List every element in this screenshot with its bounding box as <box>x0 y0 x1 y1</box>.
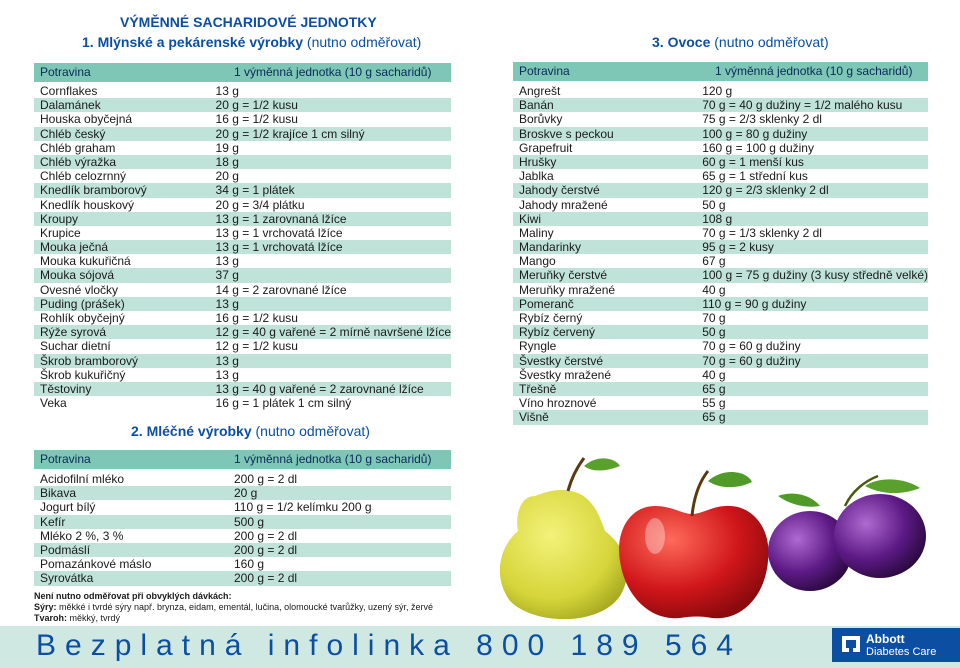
section1-head: 1. Mlýnské a pekárenské výrobky <box>82 34 304 50</box>
table-row <box>34 368 451 382</box>
logo-line2: Diabetes Care <box>866 646 937 658</box>
portion-cell: 108 g <box>696 212 928 226</box>
table-row <box>34 127 451 141</box>
food-name-cell: Jogurt bílý <box>40 500 96 515</box>
apple-shape <box>619 506 768 618</box>
table3-body <box>513 84 928 425</box>
table-row <box>34 325 451 339</box>
portion-cell: 20 g = 1/2 krajíce 1 cm silný <box>210 127 451 141</box>
table-row <box>34 543 451 557</box>
section3-head: 3. Ovoce <box>652 34 711 50</box>
table-row <box>34 240 451 254</box>
table-row <box>34 500 451 514</box>
footer-note-1-text: Není nutno odměřovat při obvyklých dávkách: <box>34 591 232 601</box>
portion-cell: 20 g <box>228 486 451 500</box>
table-row <box>34 529 451 543</box>
table2-header <box>34 450 451 469</box>
section3-title <box>652 34 829 50</box>
table-row <box>34 268 451 282</box>
food-name-cell: Dalamánek <box>34 98 210 112</box>
portion-cell: 110 g = 90 g dužiny <box>696 297 928 311</box>
table-row <box>34 339 451 353</box>
abbott-logo <box>832 628 960 662</box>
portion-cell: 200 g = 2 dl <box>234 528 298 543</box>
food-name-cell: Banán <box>513 98 696 112</box>
food-name-cell: Chléb celozrnný <box>40 169 127 184</box>
portion-cell: 65 g <box>696 410 928 424</box>
food-name-cell: Višně <box>513 410 696 424</box>
table-row <box>513 212 928 226</box>
portion-cell: 65 g = 1 střední kus <box>702 169 808 184</box>
portion-cell: 75 g = 2/3 sklenky 2 dl <box>702 112 822 127</box>
table-row <box>513 283 928 297</box>
table-row <box>34 311 451 325</box>
food-name-cell: Víno hroznové <box>519 396 597 411</box>
food-name-cell: Jahody čerstvé <box>513 183 696 197</box>
portion-cell: 120 g = 2/3 sklenky 2 dl <box>696 183 928 197</box>
food-name-cell: Mouka kukuřičná <box>40 254 131 269</box>
food-name-cell: Mouka sójová <box>34 268 210 282</box>
food-name-cell: Škrob bramborový <box>34 354 210 368</box>
footer-tvaroh-text: měkký, tvrdý <box>67 613 121 623</box>
table-row <box>513 112 928 126</box>
table-row <box>513 410 928 424</box>
portion-cell: 100 g = 75 g dužiny (3 kusy středně velké) <box>696 268 928 282</box>
section1-note: (nutno odměřovat) <box>303 34 422 50</box>
portion-cell: 500 g <box>228 515 451 529</box>
footer-note-3 <box>34 613 120 624</box>
table-row <box>513 240 928 254</box>
portion-cell: 13 g = 40 g vařené = 2 zarovnané lžíce <box>210 382 451 396</box>
table-row <box>513 183 928 197</box>
table-row <box>513 254 928 268</box>
table-row <box>34 183 451 197</box>
food-name-cell: Rybíz černý <box>519 311 583 325</box>
table-row <box>513 368 928 382</box>
portion-cell: 200 g = 2 dl <box>234 472 298 486</box>
food-name-cell: Meruňky čerstvé <box>513 268 696 282</box>
food-name-cell: Meruňky mražené <box>519 282 616 297</box>
section1-title <box>82 34 421 50</box>
section2-note: (nutno odměřovat) <box>251 423 370 439</box>
table-row <box>513 325 928 339</box>
table1-col1: Potravina <box>40 65 91 79</box>
portion-cell: 200 g = 2 dl <box>228 543 451 557</box>
portion-cell: 13 g = 1 vrchovatá lžíce <box>215 225 343 240</box>
food-name-cell: Mouka ječná <box>34 240 210 254</box>
food-name-cell: Hrušky <box>513 155 696 169</box>
portion-cell: 13 g = 1 zarovnaná lžíce <box>210 212 451 226</box>
portion-cell: 100 g = 80 g dužiny <box>696 127 928 141</box>
food-name-cell: Ryngle <box>519 339 557 354</box>
portion-cell: 16 g = 1/2 kusu <box>215 311 298 325</box>
portion-cell: 20 g = 3/4 plátku <box>215 197 305 212</box>
food-name-cell: Chléb výražka <box>34 155 210 169</box>
portion-cell: 160 g <box>234 557 265 572</box>
table1-col2: 1 výměnná jednotka (10 g sacharidů) <box>234 65 432 79</box>
footer-note-2 <box>34 602 433 613</box>
food-name-cell: Švestky čerstvé <box>513 354 696 368</box>
food-name-cell: Cornflakes <box>40 84 98 98</box>
food-name-cell: Jablka <box>519 169 554 184</box>
footer-cheese-text: měkké i tvrdé sýry např. brynza, eidam, ementál, lučina, olomoucké tvarůžky, uzený sýr, žervé <box>56 602 433 612</box>
table-row <box>34 283 451 297</box>
portion-cell: 70 g = 1/3 sklenky 2 dl <box>702 225 822 240</box>
table-row <box>34 212 451 226</box>
portion-cell: 70 g = 60 g dužiny <box>702 339 801 354</box>
portion-cell: 55 g <box>702 396 726 411</box>
table2-col2: 1 výměnná jednotka (10 g sacharidů) <box>234 452 432 466</box>
portion-cell: 40 g <box>702 367 726 382</box>
portion-cell: 13 g <box>215 367 239 382</box>
table-row <box>513 339 928 353</box>
food-name-cell: Mango <box>519 254 556 269</box>
food-name-cell: Knedlík houskový <box>40 197 135 212</box>
food-name-cell: Suchar dietní <box>40 339 111 354</box>
portion-cell: 50 g <box>702 197 726 212</box>
footer-tvaroh-label: Tvaroh: <box>34 613 68 623</box>
food-name-cell: Chléb český <box>34 127 210 141</box>
portion-cell: 70 g = 40 g dužiny = 1/2 malého kusu <box>696 98 928 112</box>
portion-cell: 12 g = 40 g vařené = 2 mírně navršené lžíce <box>210 325 451 339</box>
table1-header <box>34 63 451 82</box>
table-row <box>513 169 928 183</box>
table-row <box>34 141 451 155</box>
table-row <box>34 169 451 183</box>
table-row <box>34 515 451 529</box>
table-row <box>513 198 928 212</box>
table2-col1: Potravina <box>40 452 91 466</box>
table-row <box>513 382 928 396</box>
food-name-cell: Puding (prášek) <box>34 297 210 311</box>
table-row <box>34 226 451 240</box>
table-row <box>34 354 451 368</box>
footer-note-1 <box>34 591 232 602</box>
portion-cell: 70 g = 60 g dužiny <box>696 354 928 368</box>
portion-cell: 40 g <box>702 282 726 297</box>
food-name-cell: Veka <box>40 396 67 411</box>
portion-cell: 14 g = 2 zarovnané lžíce <box>215 282 347 297</box>
food-name-cell: Rohlík obyčejný <box>40 311 125 325</box>
table-row <box>513 98 928 112</box>
food-name-cell: Ovesné vločky <box>40 282 119 297</box>
food-name-cell: Acidofilní mléko <box>40 472 125 486</box>
footer-cheese-label: Sýry: <box>34 602 57 612</box>
portion-cell: 19 g <box>215 140 239 155</box>
table3-col2: 1 výměnná jednotka (10 g sacharidů) <box>715 64 913 78</box>
portion-cell: 37 g <box>210 268 451 282</box>
food-name-cell: Pomeranč <box>513 297 696 311</box>
table-row <box>34 198 451 212</box>
table-row <box>513 268 928 282</box>
table-row <box>34 472 451 486</box>
table-row <box>513 354 928 368</box>
table3-col1: Potravina <box>519 64 570 78</box>
food-name-cell: Broskve s peckou <box>513 127 696 141</box>
food-name-cell: Podmáslí <box>34 543 228 557</box>
portion-cell: 95 g = 2 kusy <box>696 240 928 254</box>
table2-body <box>34 472 451 586</box>
portion-cell: 67 g <box>702 254 726 269</box>
portion-cell: 13 g = 1 vrchovatá lžíce <box>210 240 451 254</box>
portion-cell: 60 g = 1 menší kus <box>696 155 928 169</box>
table3-header <box>513 62 928 81</box>
table-row <box>34 84 451 98</box>
table-row <box>513 226 928 240</box>
table-row <box>513 297 928 311</box>
portion-cell: 34 g = 1 plátek <box>210 183 451 197</box>
food-name-cell: Pomazánkové máslo <box>40 557 152 572</box>
logo-line1: Abbott <box>866 632 905 646</box>
portion-cell: 16 g = 1 plátek 1 cm silný <box>215 396 352 411</box>
table-row <box>513 155 928 169</box>
food-name-cell: Škrob kukuřičný <box>40 367 126 382</box>
infoline-text: Bezplatná infolinka 800 189 564 <box>36 629 743 662</box>
table-row <box>34 486 451 500</box>
table-row <box>513 141 928 155</box>
portion-cell: 110 g = 1/2 kelímku 200 g <box>234 500 372 515</box>
portion-cell: 13 g <box>215 254 239 269</box>
portion-cell: 65 g <box>696 382 928 396</box>
food-name-cell: Kefír <box>34 515 228 529</box>
food-name-cell: Rýže syrová <box>34 325 210 339</box>
portion-cell: 20 g <box>215 169 239 184</box>
table-row <box>34 297 451 311</box>
section3-note: (nutno odměřovat) <box>710 34 829 50</box>
food-name-cell: Kiwi <box>513 212 696 226</box>
portion-cell: 160 g = 100 g dužiny <box>702 140 814 155</box>
food-name-cell: Houska obyčejná <box>40 112 133 127</box>
table-row <box>34 254 451 268</box>
food-name-cell: Angrešt <box>519 84 561 98</box>
abbott-logo-icon <box>840 634 862 654</box>
section2-title <box>131 423 370 439</box>
table-row <box>34 112 451 126</box>
table-row <box>34 98 451 112</box>
main-title: VÝMĚNNÉ SACHARIDOVÉ JEDNOTKY <box>120 14 377 30</box>
food-name-cell: Bikava <box>34 486 228 500</box>
section2-head: 2. Mléčné výrobky <box>131 423 252 439</box>
portion-cell: 13 g <box>210 297 451 311</box>
pear-shape <box>500 490 627 619</box>
portion-cell: 20 g = 1/2 kusu <box>210 98 451 112</box>
portion-cell: 16 g = 1/2 kusu <box>215 112 298 127</box>
table-row <box>34 396 451 410</box>
food-name-cell: Krupice <box>40 225 81 240</box>
food-name-cell: Těstoviny <box>34 382 210 396</box>
fruit-illustration <box>480 436 950 624</box>
food-name-cell: Knedlík bramborový <box>34 183 210 197</box>
food-name-cell: Maliny <box>519 225 554 240</box>
food-name-cell: Třešně <box>513 382 696 396</box>
portion-cell: 13 g <box>215 84 239 98</box>
infoline-bar <box>0 626 960 668</box>
portion-cell: 70 g <box>702 311 726 325</box>
food-name-cell: Syrovátka <box>34 571 228 585</box>
food-name-cell: Švestky mražené <box>519 367 612 382</box>
table-row <box>34 557 451 571</box>
food-name-cell: Jahody mražené <box>519 197 608 212</box>
table-row <box>34 382 451 396</box>
portion-cell: 18 g <box>210 155 451 169</box>
food-name-cell: Rybíz červený <box>513 325 696 339</box>
food-name-cell: Kroupy <box>34 212 210 226</box>
table-row <box>34 155 451 169</box>
table-row <box>513 311 928 325</box>
table-row <box>513 127 928 141</box>
portion-cell: 50 g <box>696 325 928 339</box>
table-row <box>513 396 928 410</box>
food-name-cell: Borůvky <box>519 112 563 127</box>
portion-cell: 12 g = 1/2 kusu <box>215 339 298 354</box>
table1-body <box>34 84 451 410</box>
food-name-cell: Mléko 2 %, 3 % <box>40 528 124 543</box>
food-name-cell: Mandarinky <box>513 240 696 254</box>
portion-cell: 13 g <box>210 354 451 368</box>
table-row <box>513 84 928 98</box>
food-name-cell: Grapefruit <box>519 140 573 155</box>
table-row <box>34 571 451 585</box>
food-name-cell: Chléb graham <box>40 140 116 155</box>
portion-cell: 120 g <box>702 84 733 98</box>
portion-cell: 200 g = 2 dl <box>228 571 451 585</box>
